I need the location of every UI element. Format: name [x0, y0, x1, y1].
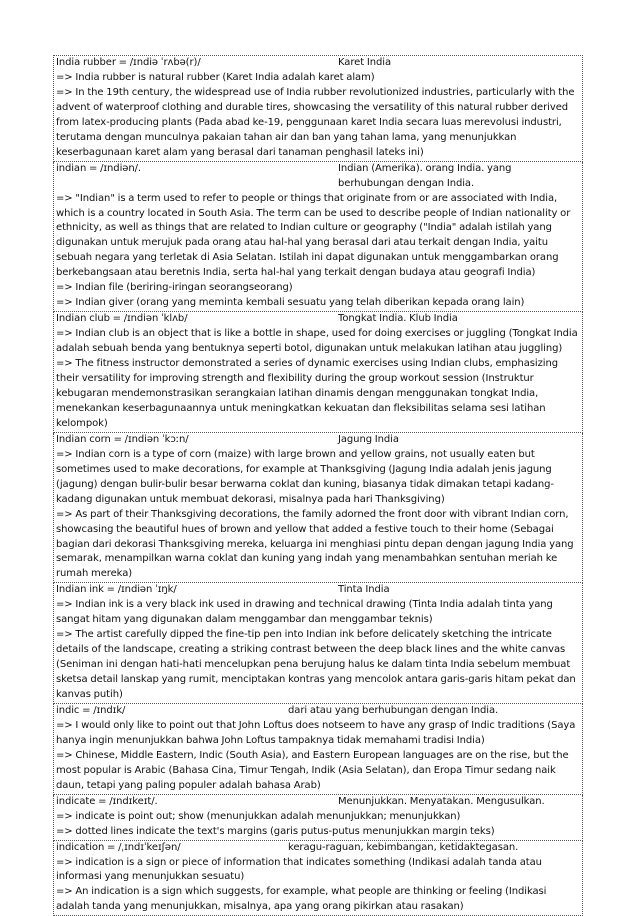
entry-header — [56, 433, 580, 448]
entry-example: => indicate is point out; show (menunjukkan adalah menunjukkan; menunjukkan) — [56, 810, 461, 822]
entry-term: indicate = /ɪndɪkeɪt/. — [56, 795, 158, 807]
dictionary-page — [53, 55, 583, 916]
entry-header — [56, 795, 580, 810]
entry-header — [56, 312, 580, 327]
entry-translation: Tinta India — [338, 584, 390, 596]
entry-translation: Indian (Amerika). orang India. yang berhubungan dengan India. — [338, 162, 512, 189]
entry-example: => India rubber is natural rubber (Karet India adalah karet alam) — [56, 71, 375, 83]
entry-header — [56, 704, 580, 719]
entry-example: => As part of their Thanksgiving decorations, the family adorned the front door with vibrant Indian corn, showcasing the beautiful hues of brown and yellow that added a festive touch to their home (Sebagai bagian dari dekorasi Thanksgiving mereka, keluarga ini menghiasi pintu depan dengan jagung India yang semarak, menampilkan warna coklat dan kuning yang indah yang menambahkan sentuhan meriah ke rumah mereka) — [56, 508, 574, 580]
entry-translation: keragu-raguan, kebimbangan, ketidaktegasan. — [288, 841, 519, 853]
entry-example: => I would only like to point out that John Loftus does notseem to have any grasp of Indic traditions (Saya hanya ingin menunjukkan bahwa John Loftus tampaknya tidak memahami tradisi India) — [56, 719, 576, 746]
dictionary-entry — [53, 795, 583, 841]
entry-term: Indian ink = /ɪndiən ˈɪŋk/ — [56, 584, 177, 596]
dictionary-entry — [53, 312, 583, 433]
dictionary-entry — [53, 162, 583, 313]
entry-translation: Tongkat India. Klub India — [338, 313, 458, 325]
dictionary-entry — [53, 583, 583, 704]
entry-term: Indian club = /ɪndiən ˈklʌb/ — [56, 313, 188, 325]
entry-example: => Chinese, Middle Eastern, Indic (South Asia), and Eastern European languages are on the rise, but the most popular is Arabic (Bahasa Cina, Timur Tengah, Indik (Asia Selatan), dan Eropa Timur sedang naik daun, tetapi yang paling populer adalah bahasa Arab) — [56, 749, 569, 791]
dictionary-entry — [53, 704, 583, 795]
entry-term: indic = /ɪndɪk/ — [56, 704, 126, 716]
entry-example: => The fitness instructor demonstrated a series of dynamic exercises using Indian clubs, emphasizing their versatility for improving strength and flexibility during the group workout session (Instruktur kebugaran mendemonstrasikan serangkaian latihan dinamis dengan menggunakan tongkat India, menekankan keserbagunaannya untuk meningkatkan kekuatan dan fleksibilitas selama sesi latihan kelompok) — [56, 358, 559, 429]
entry-example: => Indian file (beriring-iringan seorangseorang) — [56, 282, 293, 294]
entry-example: => An indication is a sign which suggests, for example, what people are thinking or feeling (Indikasi adalah tanda yang menunjukkan, misalnya, apa yang orang pikirkan atau rasakan) — [56, 886, 547, 913]
entry-example: => Indian club is an object that is like a bottle in shape, used for doing exercises or juggling (Tongkat India adalah sebuah benda yang bentuknya seperti botol, digunakan untuk melakukan latihan atau juggling) — [56, 328, 578, 355]
entry-header — [56, 583, 580, 598]
entry-example: => "Indian" is a term used to refer to people or things that originate from or are associated with India, which is a country located in South Asia. The term can be used to describe people of Indian nationality or ethnicity, as well as things that are related to Indian culture or geography ("India" adalah istilah yang digunakan untuk merujuk pada orang atau hal-hal yang berasal dari atau terkait dengan India, yaitu sebuah negara yang terletak di Asia Selatan. Istilah ini dapat digunakan untuk menggambarkan orang berkebangsaan atau beretnis India, serta hal-hal yang terkait dengan budaya atau geografi India) — [56, 192, 571, 279]
entry-term: indian = /ɪndiən/. — [56, 162, 141, 174]
entry-header — [56, 56, 580, 71]
entry-translation: Jagung India — [338, 433, 399, 445]
entry-translation: dari atau yang berhubungan dengan India. — [288, 704, 499, 716]
entry-example: => Indian giver (orang yang meminta kembali sesuatu yang telah diberikan kepada orang lain) — [56, 297, 525, 309]
entry-example: => In the 19th century, the widespread use of India rubber revolutionized industries, particularly with the advent of waterproof clothing and durable tires, showcasing the versatility of this natural rubber derived from latex-producing plants (Pada abad ke-19, penggunaan karet India secara luas merevolusi industri, terutama dengan munculnya pakaian tahan air dan ban yang tahan lama, yang menunjukkan keserbagunaan karet alam yang berasal dari tanaman penghasil lateks ini) — [56, 86, 575, 158]
entry-term: Indian corn = /ɪndiən ˈkɔːn/ — [56, 433, 189, 445]
dictionary-entry — [53, 55, 583, 162]
entry-translation: Menunjukkan. Menyatakan. Mengusulkan. — [338, 795, 545, 807]
entry-term: India rubber = /ɪndiə ˈrʌbə(r)/ — [56, 57, 201, 68]
entry-header — [56, 162, 580, 192]
entry-header — [56, 841, 580, 856]
entry-term: indication = /ˌɪndɪˈkeɪʃən/ — [56, 841, 181, 853]
dictionary-entry — [53, 433, 583, 584]
dictionary-entry — [53, 841, 583, 916]
entry-translation: Karet India — [338, 57, 392, 68]
entry-example: => Indian ink is a very black ink used in drawing and technical drawing (Tinta India adalah tinta yang sangat hitam yang digunakan dalam menggambar dan menggambar teknis) — [56, 599, 553, 626]
entry-example: => dotted lines indicate the text's margins (garis putus-putus menunjukkan margin teks) — [56, 825, 495, 837]
entry-example: => Indian corn is a type of corn (maize) with large brown and yellow grains, not usually eaten but sometimes used to make decorations, for example at Thanksgiving (Jagung India adalah jenis jagung (jagung) dengan bulir-bulir besar berwarna coklat dan kuning, biasanya tidak dimakan tetapi kadang-kadang digunakan untuk membuat dekorasi, misalnya pada hari Thanksgiving) — [56, 448, 554, 505]
entry-example: => indication is a sign or piece of information that indicates something (Indikasi adalah tanda atau informasi yang menunjukkan sesuatu) — [56, 856, 542, 883]
entry-example: => The artist carefully dipped the fine-tip pen into Indian ink before delicately sketching the intricate details of the landscape, creating a striking contrast between the deep black lines and the white canvas (Seniman ini dengan hati-hati mencelupkan pena berujung halus ke dalam tinta India sebelum membuat sketsa detail lanskap yang rumit, menciptakan kontras yang mencolok antara garis-garis hitam pekat dan kanvas putih) — [56, 629, 576, 701]
